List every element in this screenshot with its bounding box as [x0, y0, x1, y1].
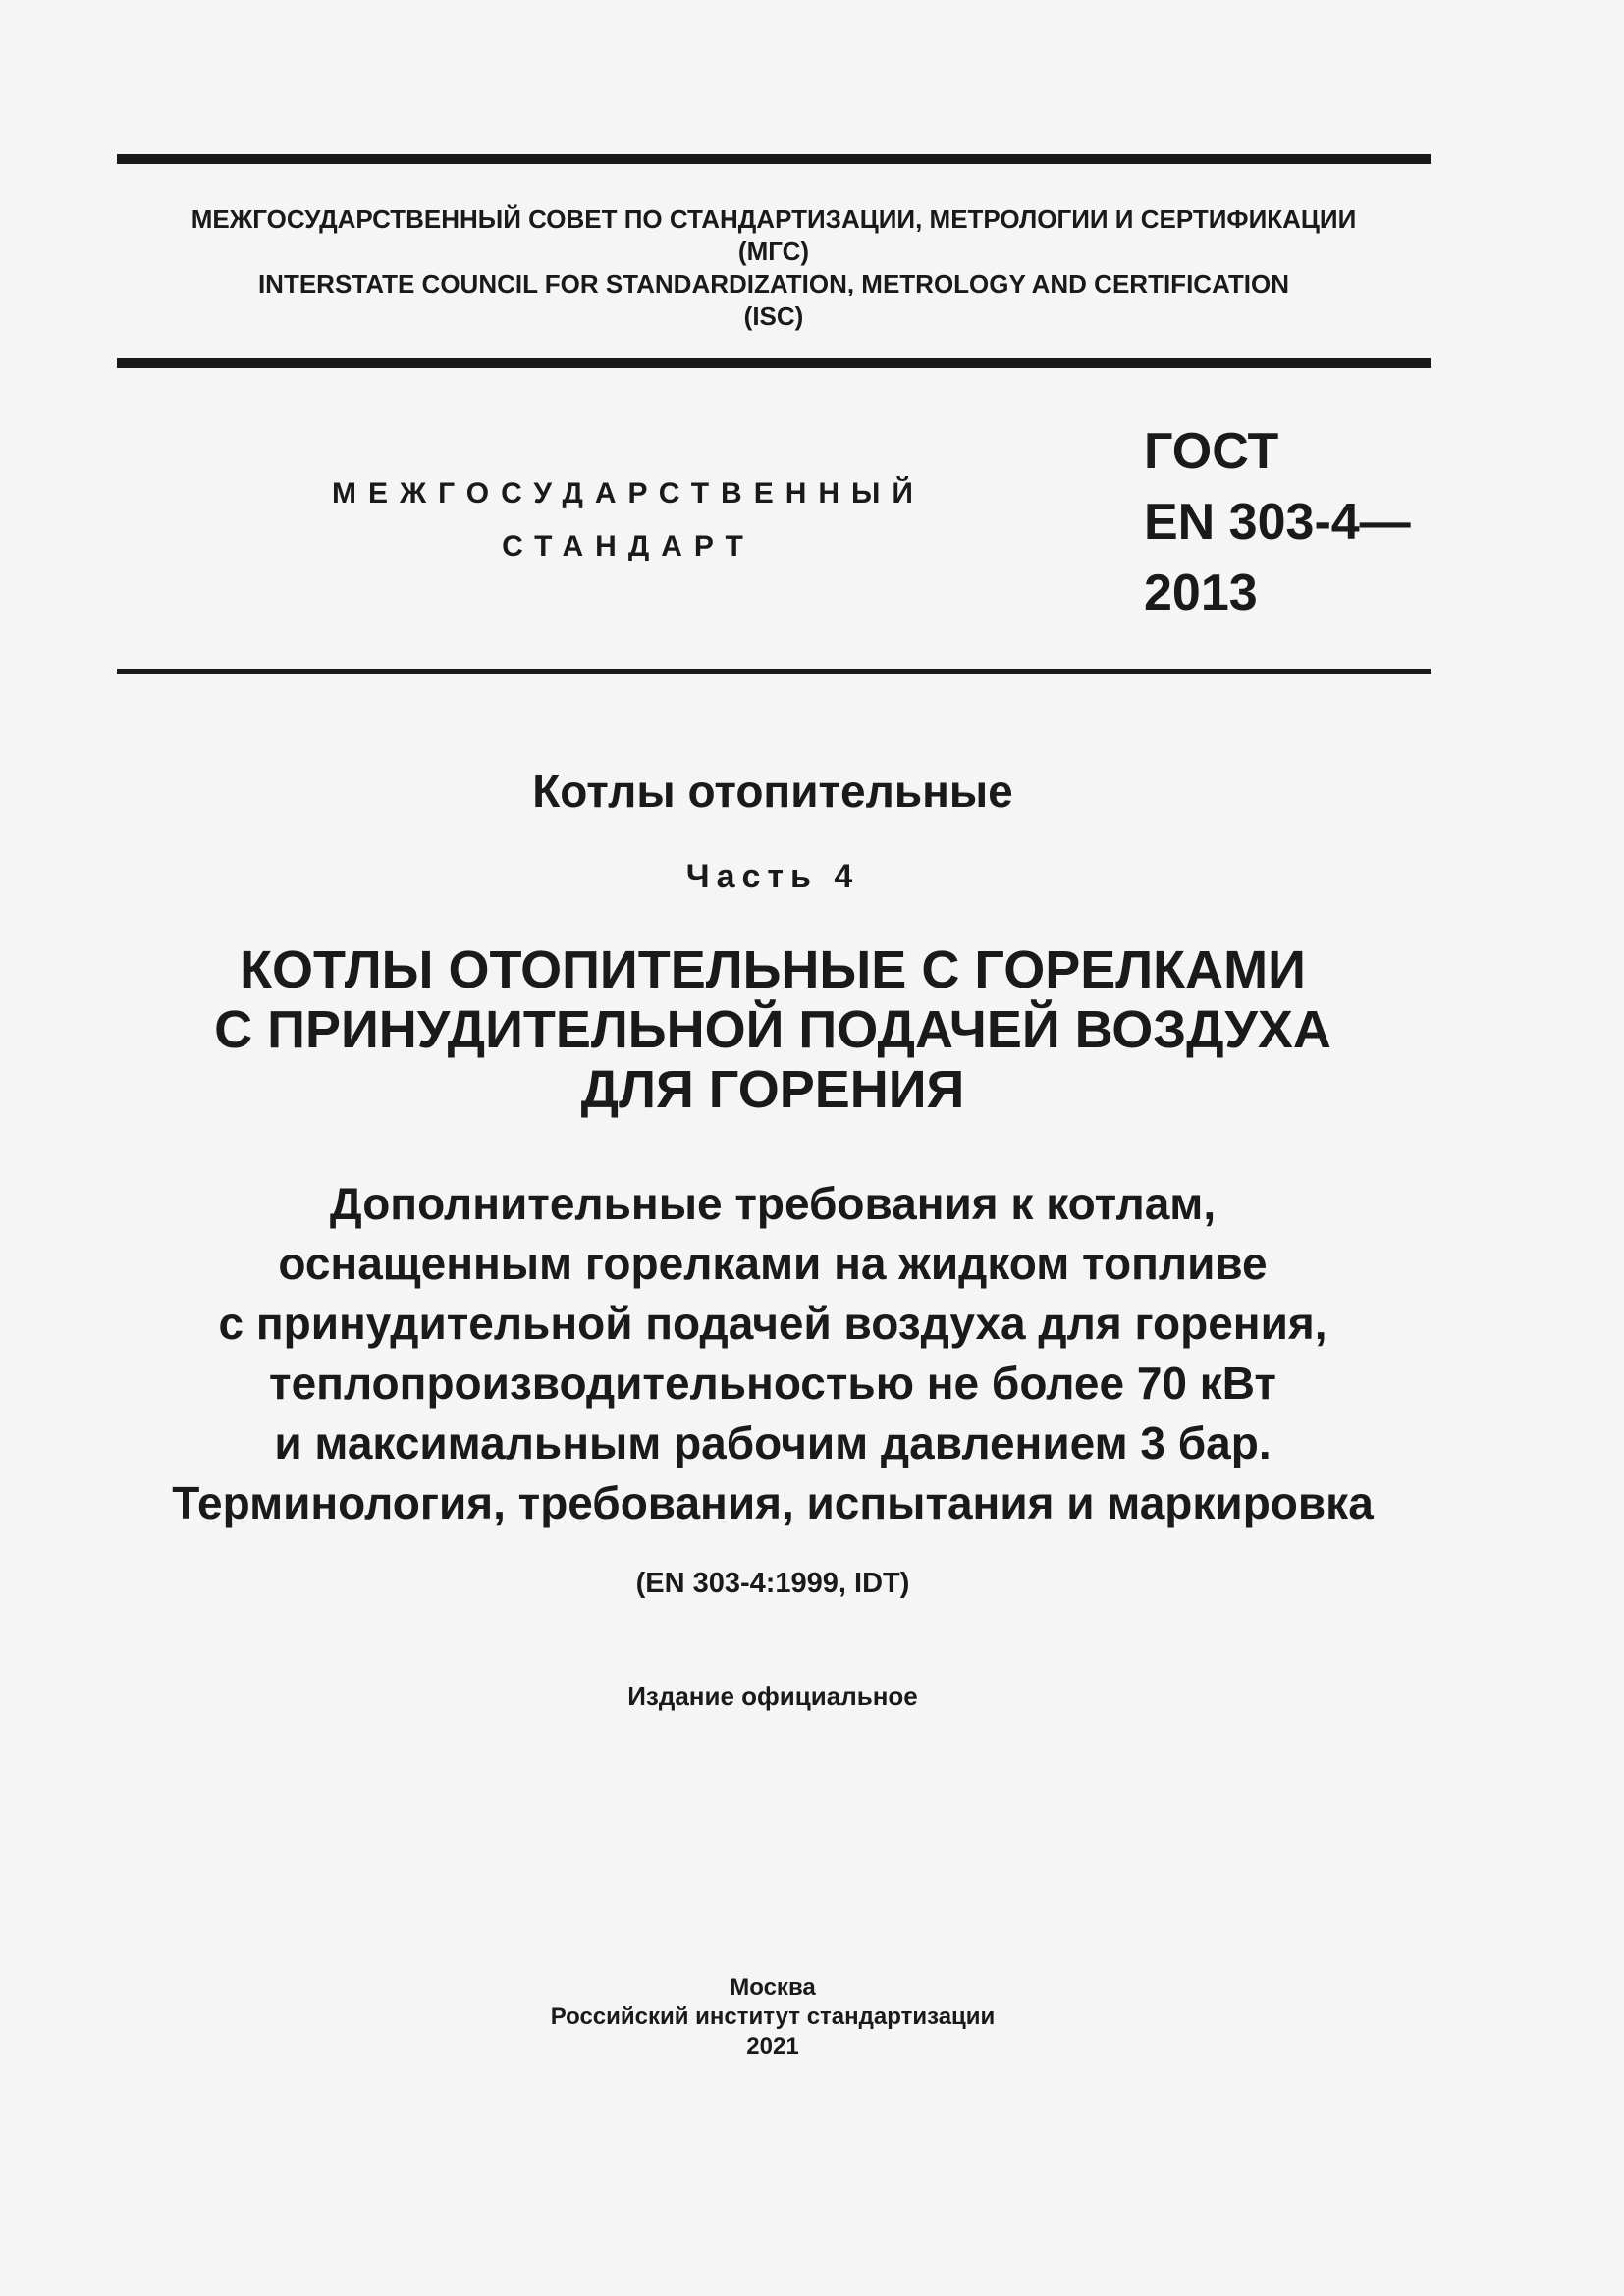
document-title	[98, 940, 1447, 1120]
standard-code-line2: EN 303-4—	[1144, 494, 1411, 551]
general-title: Котлы отопительные	[532, 766, 1013, 817]
subtitle-line: Терминология, требования, испытания и маркировка	[172, 1477, 1374, 1528]
edition-label: Издание официальное	[627, 1682, 918, 1711]
top-rule	[117, 154, 1431, 164]
title-line: КОТЛЫ ОТОПИТЕЛЬНЫЕ С ГОРЕЛКАМИ	[240, 940, 1306, 999]
document-subtitle	[98, 1174, 1447, 1533]
council-abbr-ru: (МГС)	[737, 237, 810, 266]
council-bottom-rule	[117, 358, 1431, 368]
standard-code	[1144, 416, 1411, 628]
title-line: С ПРИНУДИТЕЛЬНОЙ ПОДАЧЕЙ ВОЗДУХА	[214, 1000, 1331, 1059]
publisher-year: 2021	[746, 2033, 799, 2059]
publisher-name: Российский институт стандартизации	[550, 2003, 996, 2030]
standard-type	[295, 467, 962, 573]
subtitle-line: оснащенным горелками на жидком топливе	[278, 1238, 1268, 1289]
council-name-ru: МЕЖГОСУДАРСТВЕННЫЙ СОВЕТ ПО СТАНДАРТИЗАЦИИ, МЕТРОЛОГИИ И СЕРТИФИКАЦИИ	[190, 204, 1357, 234]
council-abbr-en: (ISC)	[743, 301, 804, 331]
subtitle-line: с принудительной подачей воздуха для горения,	[218, 1298, 1327, 1349]
subtitle-line: теплопроизводительностью не более 70 кВт	[269, 1358, 1276, 1409]
publisher-block	[98, 1973, 1447, 2061]
subtitle-line: и максимальным рабочим давлением 3 бар.	[274, 1417, 1272, 1468]
council-block	[117, 203, 1431, 333]
standard-code-line1: ГОСТ	[1144, 423, 1279, 480]
header-bottom-rule	[117, 669, 1431, 674]
council-name-en: INTERSTATE COUNCIL FOR STANDARDIZATION, METROLOGY AND CERTIFICATION	[257, 269, 1290, 298]
standard-code-line3: 2013	[1144, 564, 1258, 621]
title-line: ДЛЯ ГОРЕНИЯ	[580, 1060, 965, 1119]
standard-type-line2: СТАНДАРТ	[502, 530, 755, 562]
part-label: Часть 4	[685, 858, 860, 895]
subtitle-line: Дополнительные требования к котлам,	[329, 1178, 1217, 1229]
publisher-city: Москва	[730, 1974, 816, 2001]
en-reference: (EN 303-4:1999, IDT)	[635, 1568, 910, 1599]
standard-type-line1: МЕЖГОСУДАРСТВЕННЫЙ	[332, 477, 925, 509]
